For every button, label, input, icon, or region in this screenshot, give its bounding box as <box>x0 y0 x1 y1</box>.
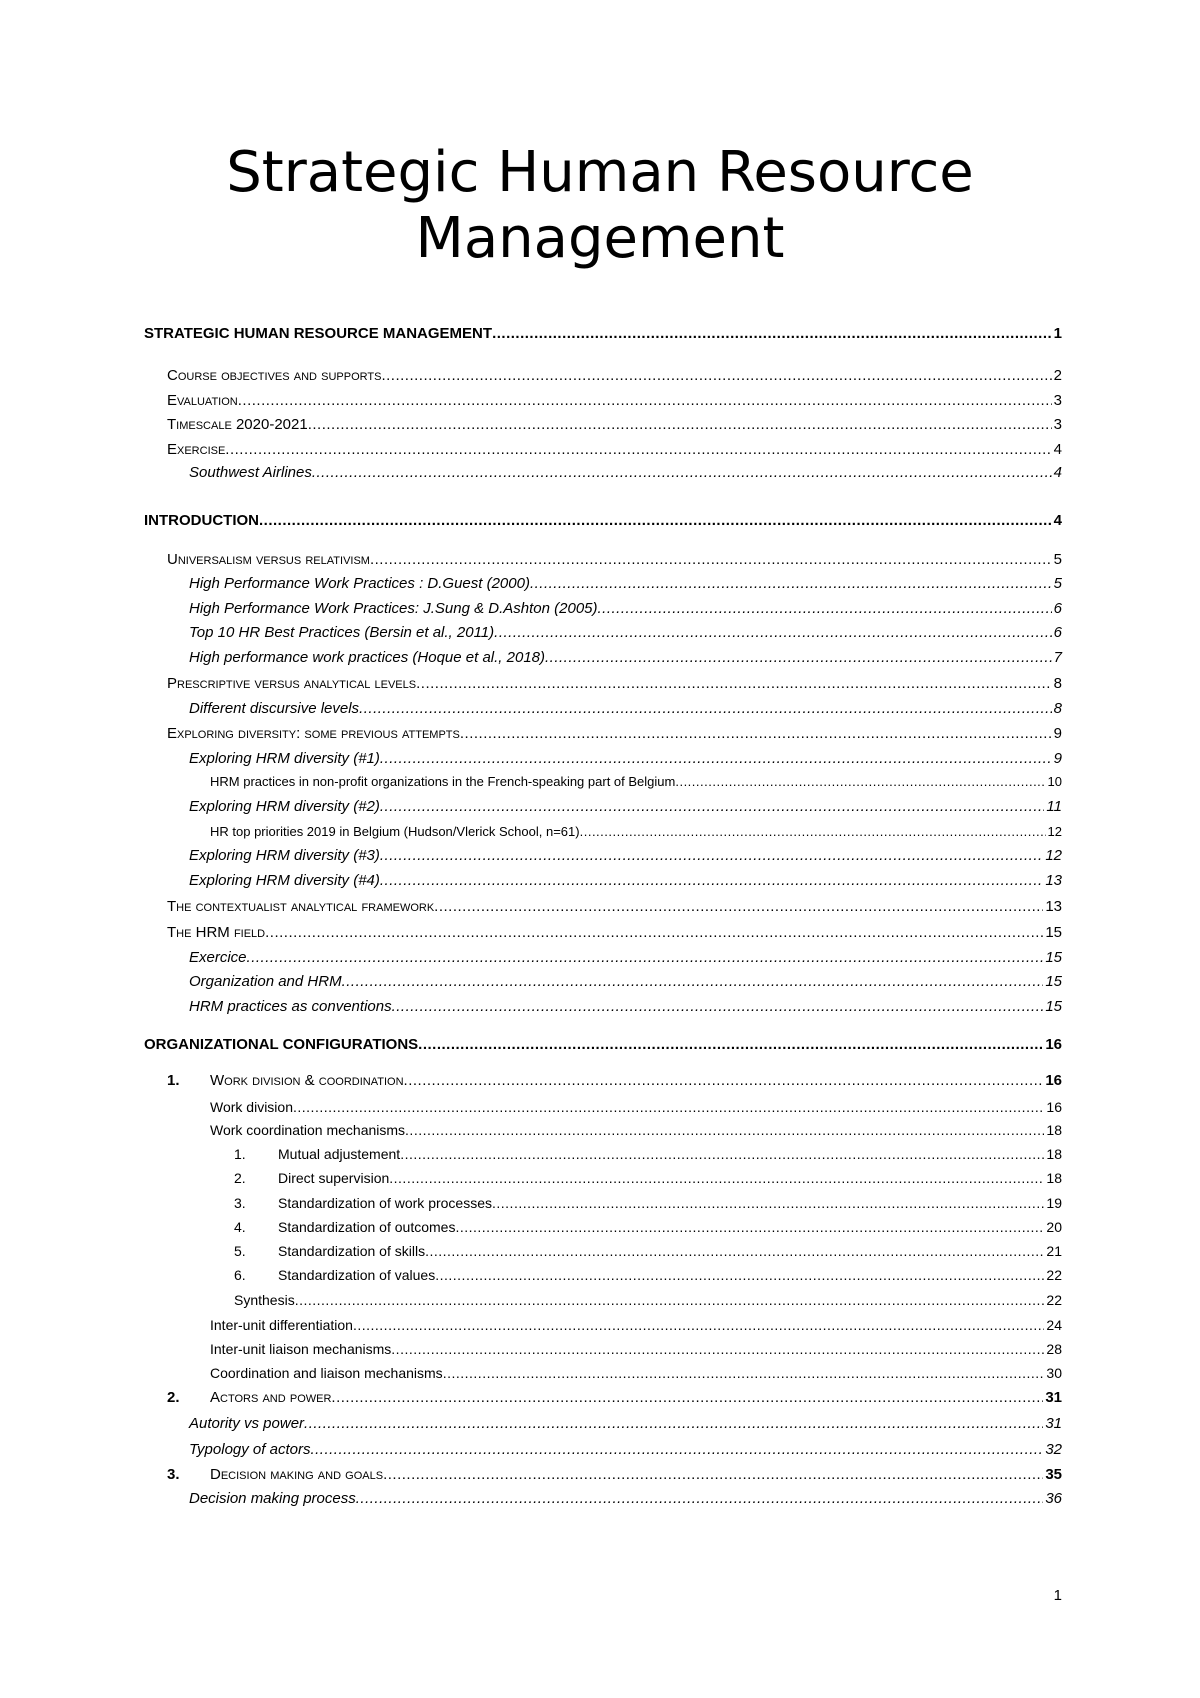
toc-entry[interactable] <box>189 1489 1062 1511</box>
toc-entry[interactable] <box>167 1388 1062 1410</box>
toc-entry[interactable] <box>234 1168 1062 1190</box>
toc-entry-label: INTRODUCTION <box>144 512 259 529</box>
toc-dot-leader <box>443 1363 1045 1383</box>
toc-entry[interactable] <box>189 574 1062 596</box>
toc-entry-label: Exploring HRM diversity (#2) <box>189 798 380 815</box>
toc-entry[interactable] <box>144 1035 1062 1057</box>
toc-entry-number: 2. <box>167 1389 180 1406</box>
toc-entry-page: 18 <box>1046 1122 1062 1138</box>
toc-entry-label: Mutual adjustement <box>278 1146 401 1162</box>
toc-entry-page: 6 <box>1053 600 1062 617</box>
toc-entry-page: 1 <box>1053 325 1062 342</box>
toc-entry-label: Exploring HRM diversity (#1) <box>189 750 380 767</box>
toc-entry[interactable] <box>189 871 1062 893</box>
toc-entry[interactable] <box>234 1290 1062 1312</box>
toc-dot-leader <box>455 1217 1044 1237</box>
toc-entry[interactable] <box>189 599 1062 621</box>
toc-entry-number: 4. <box>234 1219 246 1235</box>
toc-dot-leader <box>370 550 1052 570</box>
toc-entry[interactable] <box>144 511 1062 533</box>
toc-dot-leader <box>308 415 1052 435</box>
toc-entry-label: Prescriptive versus analytical levels <box>167 675 417 692</box>
toc-entry[interactable] <box>210 772 1062 794</box>
toc-entry-label: Inter-unit liaison mechanisms <box>210 1341 392 1357</box>
toc-dot-leader <box>580 822 1046 842</box>
toc-dot-leader <box>434 897 1043 917</box>
toc-entry-label: Different discursive levels <box>189 700 360 717</box>
toc-dot-leader <box>675 772 1045 792</box>
toc-entry[interactable] <box>167 923 1062 945</box>
toc-dot-leader <box>425 1241 1044 1261</box>
toc-entry-label: Southwest Airlines <box>189 464 312 481</box>
toc-entry-label: Evaluation <box>167 392 238 409</box>
toc-entry-page: 5 <box>1053 551 1062 568</box>
toc-dot-leader <box>310 1440 1043 1460</box>
toc-entry-label: Work coordination mechanisms <box>210 1122 406 1138</box>
toc-entry-page: 13 <box>1045 898 1062 915</box>
toc-entry-label: The contextualist analytical framework <box>167 898 435 915</box>
toc-entry-page: 8 <box>1053 675 1062 692</box>
toc-entry-label: Autority vs power <box>189 1415 305 1432</box>
toc-dot-leader <box>492 1193 1044 1213</box>
toc-entry-page: 16 <box>1045 1072 1062 1089</box>
toc-entry[interactable] <box>167 1465 1062 1487</box>
toc-entry-label: Typology of actors <box>189 1441 311 1458</box>
document-title <box>0 140 1200 272</box>
toc-entry-page: 15 <box>1045 924 1062 941</box>
toc-dot-leader <box>418 1035 1043 1055</box>
toc-entry-label: Standardization of work processes <box>278 1195 492 1211</box>
toc-entry-number: 5. <box>234 1243 246 1259</box>
toc-entry[interactable] <box>210 1120 1062 1142</box>
document-title-line-2: Management <box>415 206 785 271</box>
toc-entry-label: Actors and power <box>210 1389 332 1406</box>
toc-dot-leader <box>359 699 1052 719</box>
toc-entry-page: 5 <box>1053 575 1062 592</box>
toc-dot-leader <box>400 1144 1044 1164</box>
toc-entry-page: 2 <box>1053 367 1062 384</box>
toc-entry-page: 35 <box>1045 1466 1062 1483</box>
toc-entry[interactable] <box>189 1414 1062 1436</box>
toc-entry-label: Exercise <box>167 441 226 458</box>
toc-entry[interactable] <box>167 897 1062 919</box>
toc-entry-page: 22 <box>1046 1267 1062 1283</box>
toc-entry[interactable] <box>210 1339 1062 1361</box>
toc-dot-leader <box>383 1465 1043 1485</box>
toc-entry-page: 32 <box>1045 1441 1062 1458</box>
toc-entry-number: 3. <box>234 1195 246 1211</box>
toc-dot-leader <box>405 1120 1044 1140</box>
toc-entry-number: 1. <box>167 1072 180 1089</box>
toc-entry-label: Exercice <box>189 949 247 966</box>
toc-entry-page: 13 <box>1045 872 1062 889</box>
toc-entry[interactable] <box>234 1193 1062 1215</box>
toc-entry-page: 9 <box>1053 750 1062 767</box>
toc-dot-leader <box>295 1290 1045 1310</box>
toc-entry-page: 16 <box>1046 1099 1062 1115</box>
toc-entry-number: 2. <box>234 1170 246 1186</box>
toc-entry-page: 20 <box>1046 1219 1062 1235</box>
toc-entry-page: 18 <box>1046 1146 1062 1162</box>
toc-dot-leader <box>545 648 1052 668</box>
toc-dot-leader <box>356 1489 1044 1509</box>
toc-entry-label: Coordination and liaison mechanisms <box>210 1365 443 1381</box>
toc-entry[interactable] <box>167 415 1062 437</box>
toc-entry-label: Top 10 HR Best Practices (Bersin et al., 2011) <box>189 624 495 641</box>
toc-entry-page: 10 <box>1047 774 1062 789</box>
toc-dot-leader <box>598 599 1052 619</box>
toc-entry-page: 3 <box>1053 392 1062 409</box>
toc-dot-leader <box>404 1071 1044 1091</box>
toc-entry-number: 1. <box>234 1146 246 1162</box>
toc-entry-page: 28 <box>1046 1341 1062 1357</box>
toc-entry-page: 4 <box>1053 464 1062 481</box>
toc-entry-page: 8 <box>1053 700 1062 717</box>
toc-entry-page: 22 <box>1046 1292 1062 1308</box>
toc-entry[interactable] <box>189 699 1062 721</box>
toc-entry-label: Direct supervision <box>278 1170 390 1186</box>
toc-dot-leader <box>416 674 1052 694</box>
toc-entry[interactable] <box>189 623 1062 645</box>
toc-dot-leader <box>259 511 1052 531</box>
toc-dot-leader <box>389 1168 1044 1188</box>
toc-entry[interactable] <box>167 366 1062 388</box>
toc-entry-label: HRM practices as conventions <box>189 998 392 1015</box>
toc-entry-page: 15 <box>1045 973 1062 990</box>
toc-dot-leader <box>380 749 1052 769</box>
toc-entry-page: 4 <box>1053 512 1062 529</box>
toc-dot-leader <box>312 463 1052 483</box>
toc-entry[interactable] <box>144 324 1062 346</box>
toc-entry[interactable] <box>189 749 1062 771</box>
toc-dot-leader <box>380 846 1043 866</box>
toc-entry[interactable] <box>189 648 1062 670</box>
toc-entry-page: 19 <box>1046 1195 1062 1211</box>
toc-entry-page: 31 <box>1045 1389 1062 1406</box>
toc-dot-leader <box>238 391 1052 411</box>
toc-entry-label: Decision making and goals <box>210 1466 384 1483</box>
toc-entry-label: The HRM field <box>167 924 266 941</box>
toc-entry-label: HR top priorities 2019 in Belgium (Hudson/Vlerick School, n=61) <box>210 824 580 839</box>
toc-entry[interactable] <box>210 822 1062 844</box>
toc-entry-label: Exploring HRM diversity (#3) <box>189 847 380 864</box>
toc-entry[interactable] <box>167 674 1062 696</box>
toc-entry[interactable] <box>189 797 1062 819</box>
toc-entry-label: Standardization of skills <box>278 1243 426 1259</box>
toc-entry-page: 30 <box>1046 1365 1062 1381</box>
toc-entry[interactable] <box>167 1071 1062 1093</box>
document-title-line-1: Strategic Human Resource <box>226 140 974 205</box>
toc-entry-label: HRM practices in non-profit organizations in the French-speaking part of Belgium <box>210 774 676 789</box>
toc-entry[interactable] <box>167 724 1062 746</box>
toc-entry-number: 6. <box>234 1267 246 1283</box>
toc-dot-leader <box>435 1265 1044 1285</box>
toc-entry-label: High performance work practices (Hoque et al., 2018) <box>189 649 546 666</box>
toc-entry[interactable] <box>210 1363 1062 1385</box>
toc-entry-page: 7 <box>1053 649 1062 666</box>
toc-dot-leader <box>381 366 1051 386</box>
toc-dot-leader <box>265 923 1043 943</box>
toc-entry-label: Standardization of values <box>278 1267 436 1283</box>
toc-entry-page: 4 <box>1053 441 1062 458</box>
toc-entry[interactable] <box>210 1097 1062 1119</box>
toc-entry[interactable] <box>234 1144 1062 1166</box>
toc-entry[interactable] <box>234 1241 1062 1263</box>
toc-entry-label: Organization and HRM <box>189 973 342 990</box>
toc-entry[interactable] <box>167 440 1062 462</box>
toc-entry-label: ORGANIZATIONAL CONFIGURATIONS <box>144 1036 419 1053</box>
toc-dot-leader <box>494 623 1052 643</box>
toc-entry-label: High Performance Work Practices: J.Sung & D.Ashton (2005) <box>189 600 598 617</box>
toc-dot-leader <box>225 440 1051 460</box>
toc-entry-page: 15 <box>1045 949 1062 966</box>
toc-dot-leader <box>492 324 1052 344</box>
toc-entry-page: 12 <box>1047 824 1062 839</box>
toc-entry-label: Standardization of outcomes <box>278 1219 456 1235</box>
toc-dot-leader <box>353 1315 1044 1335</box>
toc-entry-label: Work division <box>210 1099 293 1115</box>
toc-entry-page: 3 <box>1053 416 1062 433</box>
toc-entry-label: STRATEGIC HUMAN RESOURCE MANAGEMENT <box>144 325 493 342</box>
toc-entry-label: Course objectives and supports <box>167 367 382 384</box>
toc-entry[interactable] <box>210 1315 1062 1337</box>
toc-entry-page: 36 <box>1045 1490 1062 1507</box>
toc-entry-label: Universalism versus relativism <box>167 551 370 568</box>
toc-dot-leader <box>380 871 1043 891</box>
toc-entry-page: 18 <box>1046 1170 1062 1186</box>
toc-entry-page: 24 <box>1046 1317 1062 1333</box>
toc-entry[interactable] <box>167 550 1062 572</box>
toc-dot-leader <box>293 1097 1044 1117</box>
toc-entry-page: 11 <box>1046 798 1062 815</box>
toc-dot-leader <box>460 724 1052 744</box>
toc-entry-number: 3. <box>167 1466 180 1483</box>
toc-dot-leader <box>530 574 1052 594</box>
toc-dot-leader <box>380 797 1045 817</box>
toc-dot-leader <box>331 1388 1043 1408</box>
toc-entry[interactable] <box>234 1217 1062 1239</box>
toc-entry-label: Exploring diversity: some previous attempts <box>167 725 460 742</box>
toc-dot-leader <box>304 1414 1043 1434</box>
toc-entry[interactable] <box>167 391 1062 413</box>
toc-entry[interactable] <box>189 463 1062 485</box>
toc-entry-label: High Performance Work Practices : D.Guest (2000) <box>189 575 530 592</box>
toc-entry-page: 6 <box>1053 624 1062 641</box>
page-number: 1 <box>1053 1587 1062 1604</box>
toc-entry-page: 21 <box>1046 1243 1062 1259</box>
toc-entry-label: Work division & coordination <box>210 1072 404 1089</box>
toc-entry[interactable] <box>234 1265 1062 1287</box>
toc-dot-leader <box>391 1339 1044 1359</box>
toc-entry-label: Exploring HRM diversity (#4) <box>189 872 380 889</box>
toc-entry[interactable] <box>189 846 1062 868</box>
toc-dot-leader <box>392 997 1044 1017</box>
toc-entry[interactable] <box>189 972 1062 994</box>
toc-dot-leader <box>247 948 1044 968</box>
toc-entry-label: Inter-unit differentiation <box>210 1317 353 1333</box>
toc-entry-label: Decision making process <box>189 1490 356 1507</box>
toc-entry-label: Timescale 2020-2021 <box>167 416 308 433</box>
toc-entry[interactable] <box>189 948 1062 970</box>
toc-entry-label: Synthesis <box>234 1292 295 1308</box>
toc-entry-page: 16 <box>1045 1036 1062 1053</box>
toc-entry-page: 9 <box>1053 725 1062 742</box>
toc-entry-page: 15 <box>1045 998 1062 1015</box>
toc-dot-leader <box>342 972 1044 992</box>
toc-entry-page: 12 <box>1045 847 1062 864</box>
toc-entry[interactable] <box>189 1440 1062 1462</box>
toc-entry[interactable] <box>189 997 1062 1019</box>
toc-entry-page: 31 <box>1045 1415 1062 1432</box>
